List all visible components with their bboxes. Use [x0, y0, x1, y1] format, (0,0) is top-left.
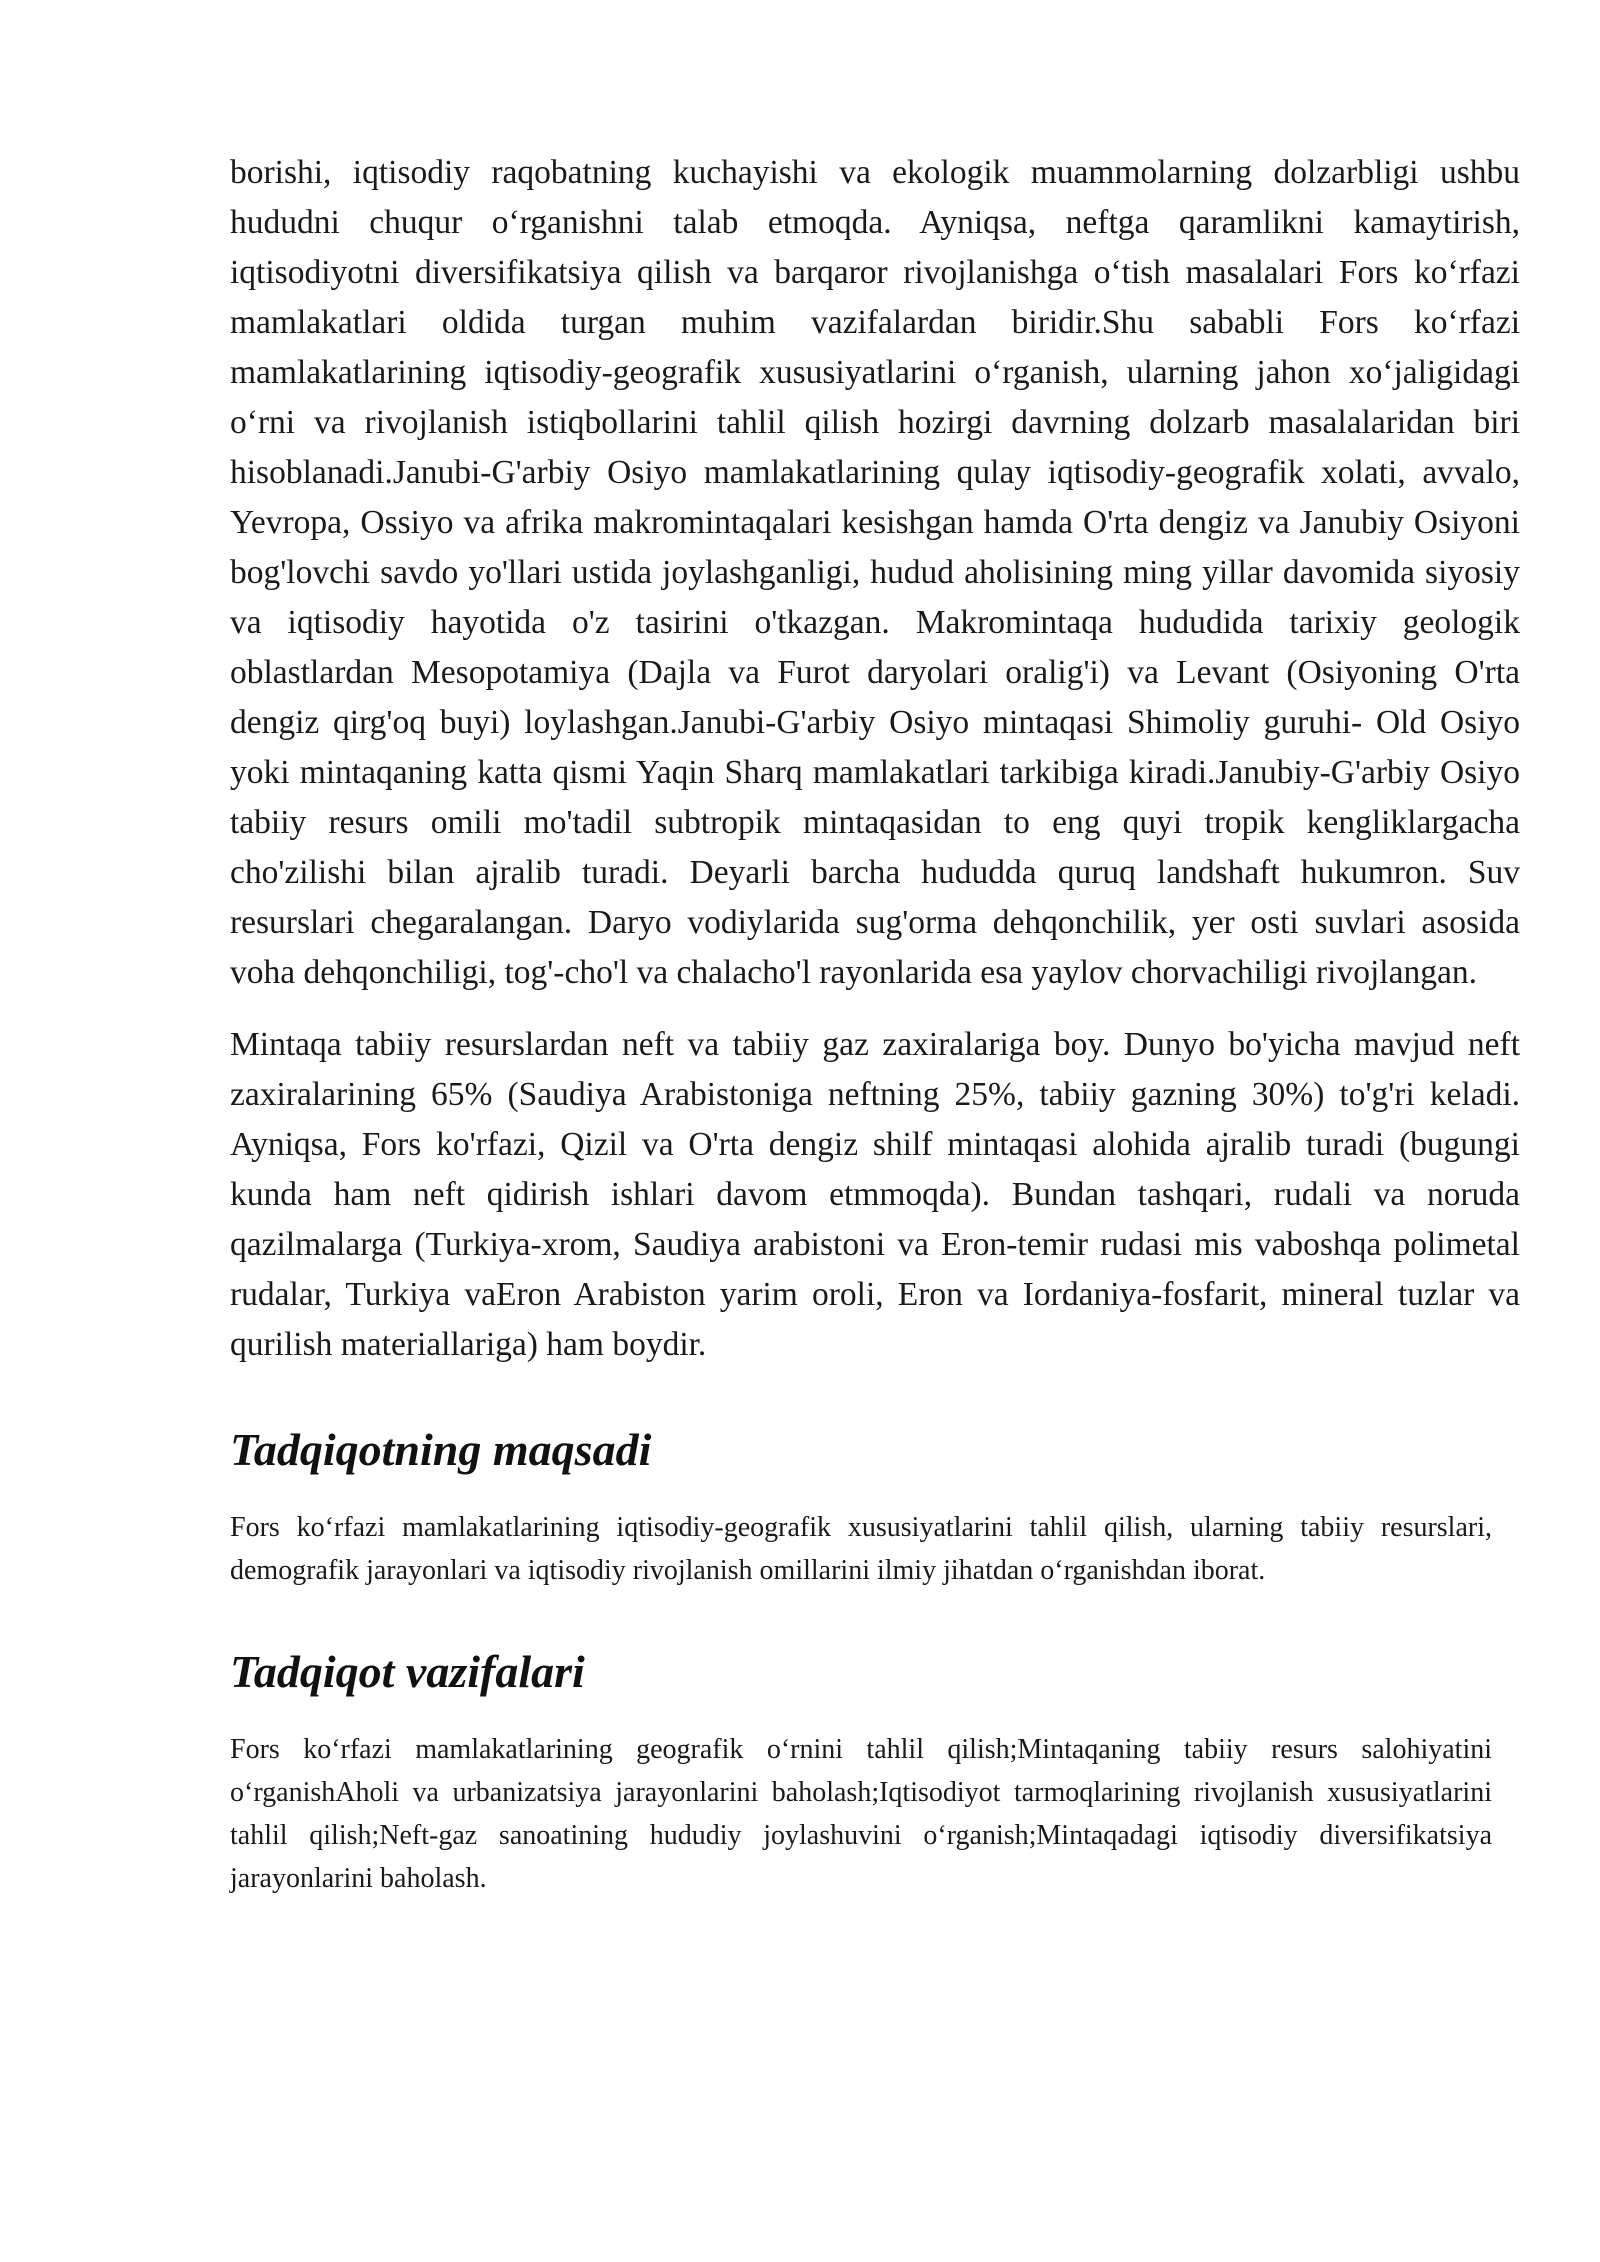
tasks-text: Fors koʻrfazi mamlakatlarining geografik oʻrnini tahlil qilish;Mintaqaning tabiiy resurs salohiyatini oʻrganishAholi va urbanizatsiya jarayonlarini baholash;Iqtisodiyot tarmoqlarining rivojlanish xususiyatlarini tahlil qilish;Neft-gaz sanoatining hududiy joylashuvini oʻrganish;Mintaqadagi iqtisodiy diversifikatsiya jarayonlarini baholash.: [230, 1734, 1492, 1894]
body-paragraph-2: Mintaqa tabiiy resurslardan neft va tabiiy gaz zaxiralariga boy. Dunyo bo'yicha mavjud neft zaxiralarining 65% (Saudiya Arabistoniga neftning 25%, tabiiy gazning 30%) to'g'ri keladi. Ayniqsa, Fors ko'rfazi, Qizil va O'rta dengiz shilf mintaqasi alohida ajralib turadi (bugungi kunda ham neft qidirish ishlari davom etmmoqda). Bundan tashqari, rudali va noruda qazilmalarga (Turkiya-xrom, Saudiya arabistoni va Eron-temir rudasi mis vaboshqa polimetal rudalar, Turkiya vaEron Arabiston yarim oroli, Eron va Iordaniya-fosfarit, mineral tuzlar va qurilish materiallariga) ham boydir.: [230, 1026, 1520, 1363]
body-paragraph-1: borishi, iqtisodiy raqobatning kuchayishi va ekologik muammolarning dolzarbligi ushbu hududni chuqur oʻrganishni talab etmoqda. Ayniqsa, neftga qaramlikni kamaytirish, iqtisodiyotni diversifikatsiya qilish va barqaror rivojlanishga oʻtish masalalari Fors koʻrfazi mamlakatlari oldida turgan muhim vazifalardan biridir.Shu sababli Fors koʻrfazi mamlakatlarining iqtisodiy-geografik xususiyatlarini oʻrganish, ularning jahon xoʻjaligidagi oʻrni va rivojlanish istiqbollarini tahlil qilish hozirgi davrning dolzarb masalalaridan biri hisoblanadi.Janubi-G'arbiy Osiyo mamlakatlarining qulay iqtisodiy-geografik xolati, avvalo, Yevropa, Ossiyo va afrika makromintaqalari kesishgan hamda O'rta dengiz va Janubiy Osiyoni bog'lovchi savdo yo'llari ustida joylashganligi, hudud aholisining ming yillar davomida siyosiy va iqtisodiy hayotida o'z tasirini o'tkazgan. Makromintaqa hududida tarixiy geologik oblastlardan Mesopotamiya (Dajla va Furot daryolari oralig'i) va Levant (Osiyoning O'rta dengiz qirg'oq buyi) loylashgan.Janubi-G'arbiy Osiyo mintaqasi Shimoliy guruhi- Old Osiyo yoki mintaqaning katta qismi Yaqin Sharq mamlakatlari tarkibiga kiradi.Janubiy-G'arbiy Osiyo tabiiy resurs omili mo'tadil subtropik mintaqasidan to eng quyi tropik kengliklargacha cho'zilishi bilan ajralib turadi. Deyarli barcha hududda quruq landshaft hukumron. Suv resurslari chegaralangan. Daryo vodiylarida sug'orma dehqonchilik, yer osti suvlari asosida voha dehqonchiligi, tog'-cho'l va chalacho'l rayonlarida esa yaylov chorvachiligi rivojlangan.: [230, 154, 1520, 991]
document-body: [230, 148, 1520, 1900]
tasks-heading: Tadqiqot vazifalari: [230, 1646, 585, 1697]
goal-text: Fors koʻrfazi mamlakatlarining iqtisodiy-geografik xususiyatlarini tahlil qilish, ularning tabiiy resurslari, demografik jarayonlari va iqtisodiy rivojlanish omillarini ilmiy jihatdan oʻrganishdan iborat.: [230, 1512, 1492, 1586]
goal-heading: Tadqiqotning maqsadi: [230, 1424, 652, 1475]
